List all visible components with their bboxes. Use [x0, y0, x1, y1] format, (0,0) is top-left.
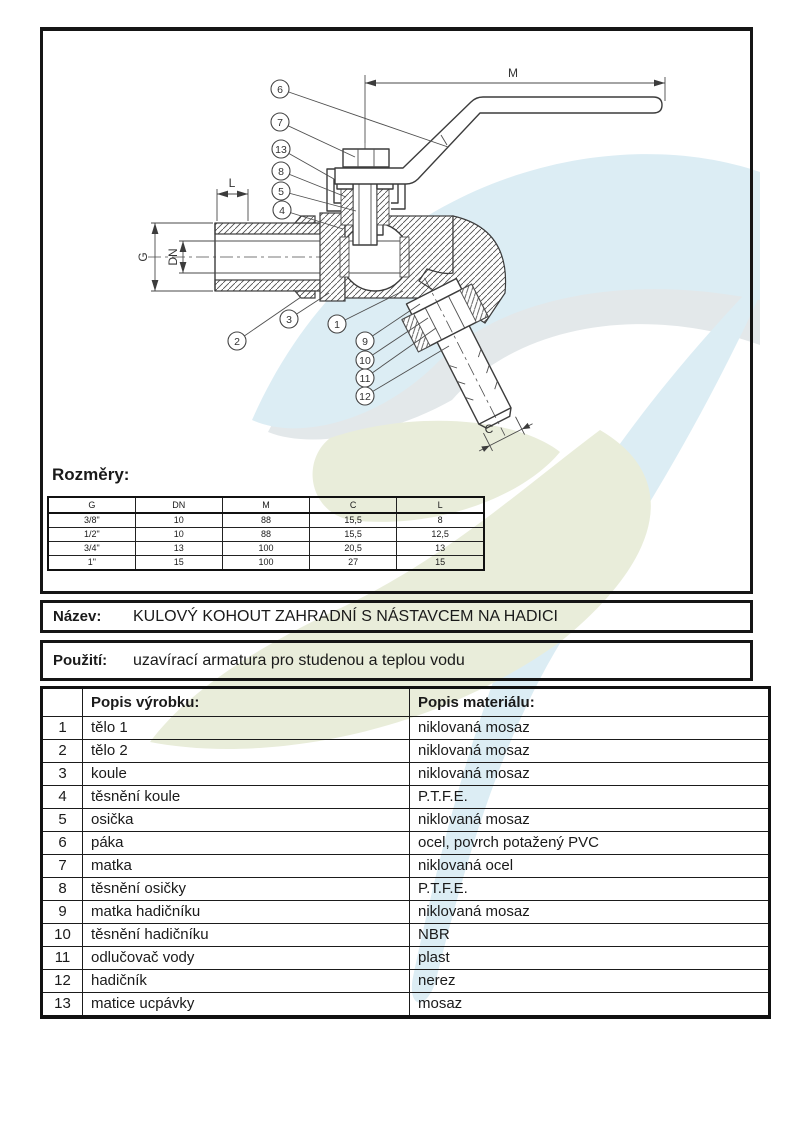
product-name: KULOVÝ KOHOUT ZAHRADNÍ S NÁSTAVCEM NA HADICI — [133, 607, 558, 625]
part-material: niklovaná mosaz — [410, 763, 770, 786]
part-material: plast — [410, 947, 770, 970]
part-name: odlučovač vody — [83, 947, 410, 970]
name-row — [40, 600, 753, 633]
part-number: 12 — [42, 970, 83, 993]
svg-text:13: 13 — [275, 144, 287, 156]
stem-seal-left — [341, 189, 353, 225]
parts-table-row — [42, 924, 770, 947]
svg-text:1: 1 — [334, 319, 340, 331]
parts-header-product: Popis výrobku: — [83, 688, 410, 717]
dim-label-G: G — [136, 252, 150, 262]
dimensions-heading: Rozměry: — [52, 465, 130, 484]
parts-table-row — [42, 855, 770, 878]
svg-text:10: 10 — [359, 355, 371, 367]
dim-table-row — [48, 542, 484, 556]
dim-cell: 3/4" — [48, 542, 135, 556]
parts-table-row — [42, 970, 770, 993]
dimensions-table — [47, 496, 485, 571]
part-number: 6 — [42, 832, 83, 855]
part-number: 2 — [42, 740, 83, 763]
parts-table-row — [42, 832, 770, 855]
dim-cell: 15 — [397, 556, 484, 571]
dim-label-L: L — [228, 176, 236, 190]
handle-lever — [335, 97, 662, 184]
part-material: P.T.F.E. — [410, 786, 770, 809]
dim-column-header: L — [397, 497, 484, 513]
part-name: hadičník — [83, 970, 410, 993]
part-number: 4 — [42, 786, 83, 809]
stem-seal-right — [377, 189, 389, 225]
ball-seal-right — [400, 237, 409, 277]
parts-header-number — [42, 688, 83, 717]
svg-text:12: 12 — [359, 391, 371, 403]
dim-cell: 100 — [222, 556, 309, 571]
part-number: 7 — [42, 855, 83, 878]
dim-cell: 27 — [310, 556, 397, 571]
dim-L — [217, 176, 248, 221]
dim-cell: 1" — [48, 556, 135, 571]
drawing-section — [40, 27, 753, 594]
svg-text:6: 6 — [277, 84, 283, 96]
dim-cell: 88 — [222, 513, 309, 528]
dim-cell: 8 — [397, 513, 484, 528]
dim-cell: 20,5 — [310, 542, 397, 556]
part-number: 8 — [42, 878, 83, 901]
parts-table-row — [42, 878, 770, 901]
dim-cell: 3/8" — [48, 513, 135, 528]
svg-text:4: 4 — [279, 205, 285, 217]
dim-cell: 100 — [222, 542, 309, 556]
dim-table-row — [48, 556, 484, 571]
parts-table-row — [42, 947, 770, 970]
part-name: tělo 2 — [83, 740, 410, 763]
part-name: matka — [83, 855, 410, 878]
callout-6 — [271, 80, 448, 147]
svg-text:9: 9 — [362, 336, 368, 348]
ball-seal-left — [340, 237, 349, 277]
part-name: osička — [83, 809, 410, 832]
parts-table-row — [42, 993, 770, 1018]
dim-cell: 10 — [135, 528, 222, 542]
parts-header-material: Popis materiálu: — [410, 688, 770, 717]
dim-cell: 13 — [135, 542, 222, 556]
dim-label-DN: DN — [166, 248, 180, 266]
svg-text:3: 3 — [286, 314, 292, 326]
part-number: 11 — [42, 947, 83, 970]
part-number: 5 — [42, 809, 83, 832]
valve-cross-section-drawing — [43, 31, 750, 466]
part-material: niklovaná ocel — [410, 855, 770, 878]
part-name: páka — [83, 832, 410, 855]
parts-table-row — [42, 901, 770, 924]
dim-cell: 12,5 — [397, 528, 484, 542]
part-number: 13 — [42, 993, 83, 1018]
parts-table-row — [42, 717, 770, 740]
part-name: těsnění osičky — [83, 878, 410, 901]
part-name: koule — [83, 763, 410, 786]
part-name: matka hadičníku — [83, 901, 410, 924]
part-material: P.T.F.E. — [410, 878, 770, 901]
part-material: niklovaná mosaz — [410, 740, 770, 763]
name-label: Název: — [53, 608, 102, 625]
dimensions-table-header — [48, 497, 484, 513]
dim-table-row — [48, 528, 484, 542]
dim-cell: 1/2" — [48, 528, 135, 542]
dim-M — [365, 66, 665, 101]
svg-text:5: 5 — [278, 186, 284, 198]
usage-row — [40, 640, 753, 681]
part-material: mosaz — [410, 993, 770, 1018]
part-material: niklovaná mosaz — [410, 717, 770, 740]
dim-cell: 13 — [397, 542, 484, 556]
dim-cell: 15,5 — [310, 528, 397, 542]
parts-table-header — [42, 688, 770, 717]
svg-text:7: 7 — [277, 117, 283, 129]
part-material: niklovaná mosaz — [410, 901, 770, 924]
dim-label-M: M — [508, 66, 518, 80]
usage-label: Použití: — [53, 652, 108, 669]
dim-label-C: C — [484, 422, 494, 436]
stem-nut — [343, 149, 389, 167]
part-material: nerez — [410, 970, 770, 993]
dim-cell: 15,5 — [310, 513, 397, 528]
svg-text:8: 8 — [278, 166, 284, 178]
part-number: 9 — [42, 901, 83, 924]
part-material: niklovaná mosaz — [410, 809, 770, 832]
part-name: těsnění koule — [83, 786, 410, 809]
part-number: 3 — [42, 763, 83, 786]
parts-table-row — [42, 740, 770, 763]
part-name: tělo 1 — [83, 717, 410, 740]
dim-column-header: C — [310, 497, 397, 513]
parts-table-row — [42, 786, 770, 809]
svg-text:11: 11 — [359, 373, 371, 385]
part-number: 10 — [42, 924, 83, 947]
parts-table-row — [42, 809, 770, 832]
parts-table-row — [42, 763, 770, 786]
dim-column-header: DN — [135, 497, 222, 513]
dim-cell: 15 — [135, 556, 222, 571]
part-number: 1 — [42, 717, 83, 740]
svg-text:2: 2 — [234, 336, 240, 348]
dim-cell: 88 — [222, 528, 309, 542]
usage-text: uzavírací armatura pro studenou a teplou vodu — [133, 651, 465, 669]
part-name: matice ucpávky — [83, 993, 410, 1018]
dim-cell: 10 — [135, 513, 222, 528]
part-material: ocel, povrch potažený PVC — [410, 832, 770, 855]
part-material: NBR — [410, 924, 770, 947]
dim-table-row — [48, 513, 484, 528]
dim-column-header: G — [48, 497, 135, 513]
dim-column-header: M — [222, 497, 309, 513]
part-name: těsnění hadičníku — [83, 924, 410, 947]
parts-table — [40, 686, 771, 1019]
